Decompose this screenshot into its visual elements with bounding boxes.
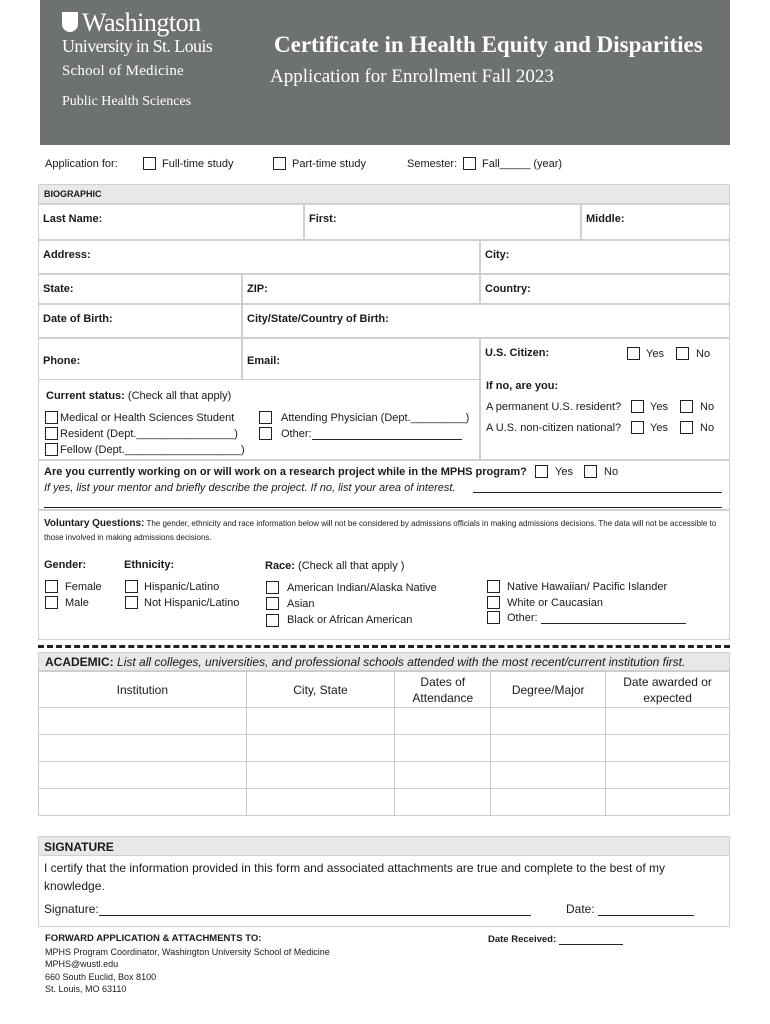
parttime-label: Part-time study [292,158,366,170]
biographic-header: BIOGRAPHIC [38,184,730,204]
fulltime-label: Full-time study [162,158,234,170]
permanent-no-checkbox[interactable] [680,400,693,413]
other-status-line[interactable] [312,439,462,440]
other-race-line[interactable] [541,623,686,624]
female-checkbox[interactable] [45,580,58,593]
application-for-label: Application for: [45,158,118,170]
noncitizen-yes-checkbox[interactable] [631,421,644,434]
shield-icon [62,12,78,32]
academic-table [38,671,730,816]
header-banner [40,0,730,145]
other-status-checkbox[interactable] [259,427,272,440]
col-dates: Dates of Attendance [395,672,491,708]
fall-label: Fall_____ (year) [482,158,563,170]
research-yes-checkbox[interactable] [535,465,548,478]
research-no-checkbox[interactable] [584,465,597,478]
col-date-awarded: Date awarded or expected [606,672,730,708]
first-name-field[interactable]: First: [304,204,581,240]
city-field[interactable]: City: [480,240,730,274]
form-title: Certificate in Health Equity and Disparities [274,32,703,57]
research-question: Are you currently working on or will work on a research project while in the MPHS program? [44,466,527,478]
university-logo: Washington University in St. Louis School of Medicine Public Health Sciences [62,8,213,109]
table-row[interactable] [39,708,730,735]
voluntary-text: Voluntary Questions: The gender, ethnicity and race information below will not be considered by admissions officials in making admissions decisions. The data will not be accessible to those involved in making admissions decisions. [44,518,717,542]
asian-checkbox[interactable] [266,597,279,610]
research-input-line-2[interactable] [44,507,722,508]
resident-checkbox[interactable] [45,427,58,440]
last-name-field[interactable]: Last Name: [38,204,304,240]
middle-name-field[interactable]: Middle: [581,204,730,240]
noncitizen-no-checkbox[interactable] [680,421,693,434]
white-checkbox[interactable] [487,596,500,609]
dob-field[interactable]: Date of Birth: [38,304,242,338]
table-row[interactable] [39,735,730,762]
fellow-checkbox[interactable] [45,443,58,456]
fulltime-checkbox[interactable] [143,157,156,170]
citizen-no-checkbox[interactable] [676,347,689,360]
academic-header: ACADEMIC: List all colleges, universities, and professional schools attended with the most recent/current institution first. [38,652,730,671]
current-status-label: Current status: (Check all that apply) [46,390,232,402]
other-race-checkbox[interactable] [487,611,500,624]
attending-checkbox[interactable] [259,411,272,424]
col-degree: Degree/Major [491,672,606,708]
date-received-line[interactable] [559,934,623,945]
form-subtitle: Application for Enrollment Fall 2023 [270,66,554,87]
email-field[interactable]: Email: [242,338,480,380]
male-checkbox[interactable] [45,596,58,609]
citizenship-box: U.S. Citizen: [480,338,730,460]
col-institution: Institution [39,672,247,708]
not-hispanic-checkbox[interactable] [125,596,138,609]
footer-address: FORWARD APPLICATION & ATTACHMENTS TO: MPHS Program Coordinator, Washington University School of Medicine MPHS@wustl.edu 660 South Euclid, Box 8100 St. Louis, MO 63110 [45,933,330,994]
table-row[interactable] [39,789,730,816]
parttime-checkbox[interactable] [273,157,286,170]
state-field[interactable]: State: [38,274,242,304]
table-row[interactable] [39,762,730,789]
permanent-yes-checkbox[interactable] [631,400,644,413]
research-input-line[interactable] [473,479,722,493]
fall-checkbox[interactable] [463,157,476,170]
birthplace-field[interactable]: City/State/Country of Birth: [242,304,730,338]
address-field[interactable]: Address: [38,240,480,274]
research-note: If yes, list your mentor and briefly describe the project. If no, list your area of interest. [44,482,456,494]
citizen-yes-checkbox[interactable] [627,347,640,360]
certify-text: I certify that the information provided in this form and associated attachments are true and complete to the best of my knowledge. [44,861,665,893]
phone-field[interactable]: Phone: [38,338,242,380]
signature-header: SIGNATURE [38,836,730,856]
zip-field[interactable]: ZIP: [242,274,480,304]
country-field[interactable]: Country: [480,274,730,304]
semester-label: Semester: [407,158,458,170]
medical-checkbox[interactable] [45,411,58,424]
signature-line[interactable] [99,902,531,916]
hispanic-checkbox[interactable] [125,580,138,593]
american-indian-checkbox[interactable] [266,581,279,594]
col-city-state: City, State [246,672,395,708]
hawaiian-checkbox[interactable] [487,580,500,593]
section-divider [38,645,730,648]
signature-date-line[interactable] [598,902,694,916]
black-checkbox[interactable] [266,614,279,627]
